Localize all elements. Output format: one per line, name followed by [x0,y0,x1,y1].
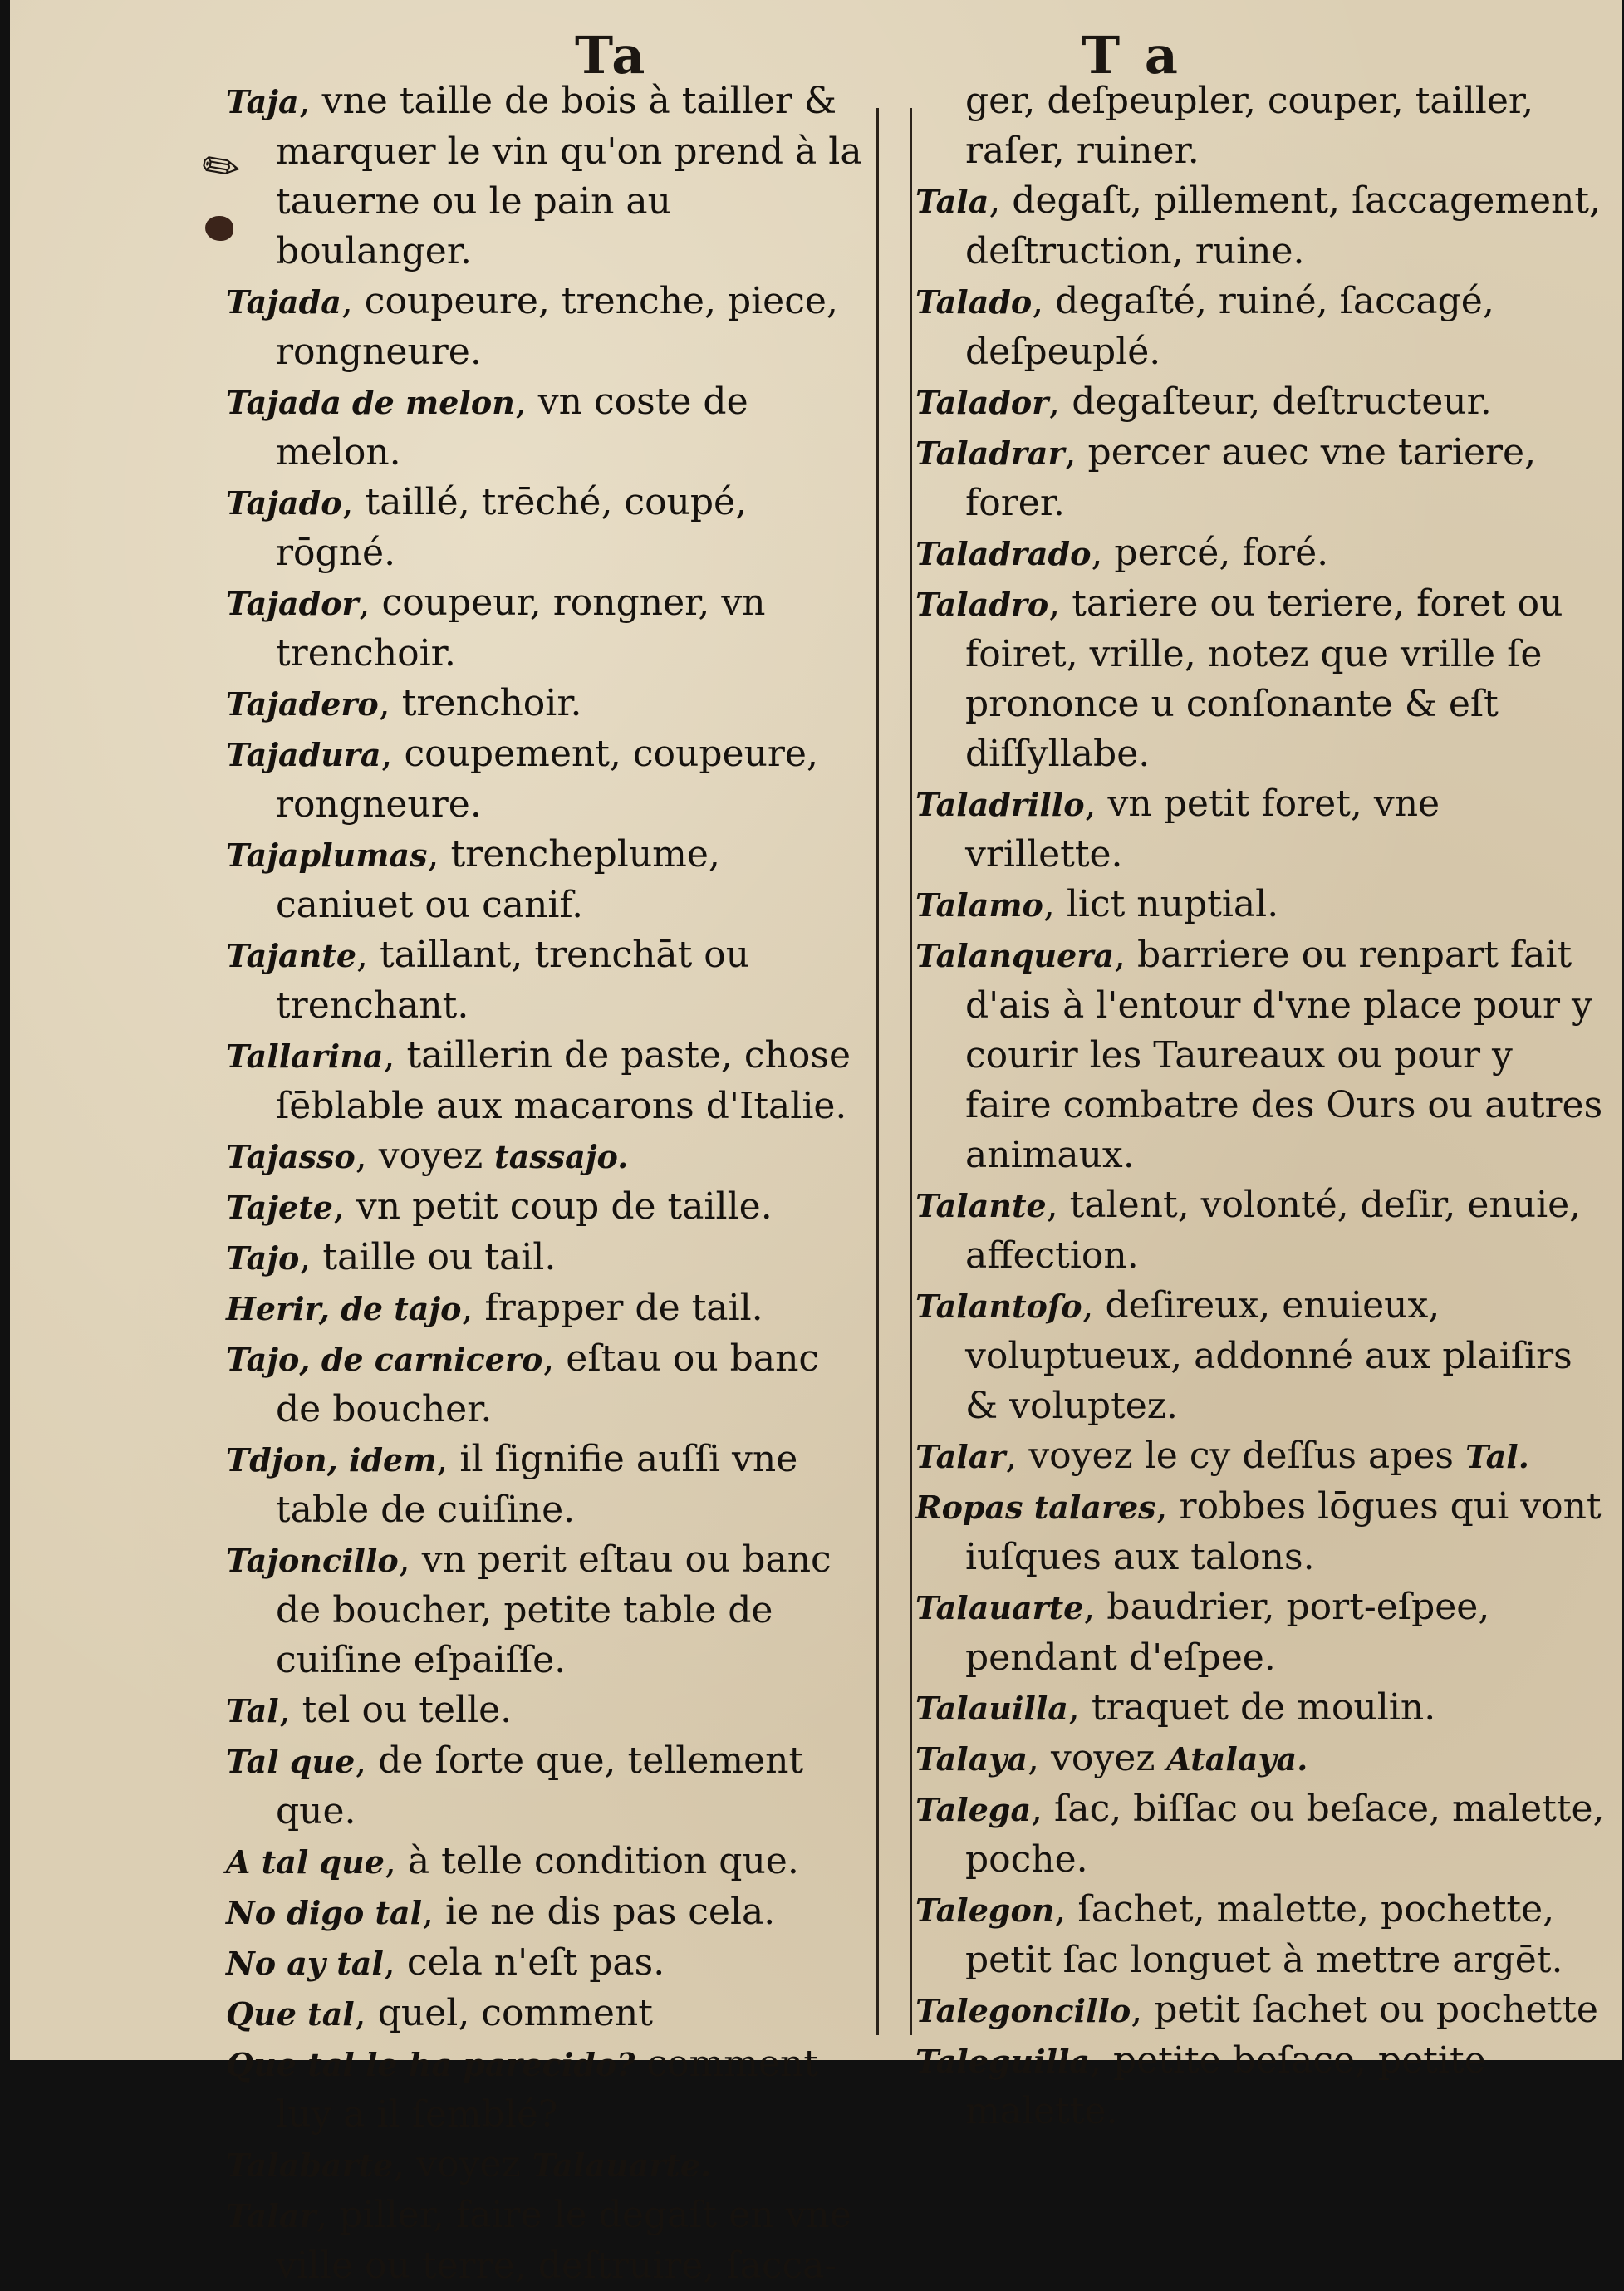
dictionary-entry [915,277,1605,377]
entry-definition: ger, deſpeupler, couper, tailler, raſer, ruiner. [965,80,1534,172]
dictionary-entry [915,1431,1605,1482]
entry-definition: , voyez [355,1135,495,1177]
entry-definition: , vn petit coup de taille. [332,1185,773,1228]
dictionary-entry [226,2190,866,2291]
entry-definition: , taillé, trēché, coupé, rōgné. [276,481,748,574]
entry-headword: Tala [915,183,989,220]
entry-headword: Talabarte [226,2146,394,2184]
entry-headword: Ropas talares [915,1489,1156,1526]
entry-definition: , traquet de moulin. [1067,1686,1436,1729]
entry-headword: Tajador [226,585,359,622]
entry-definition: , vn perit eſtau ou banc de boucher, petite table de cuiſine eſpaiſſe. [276,1538,832,1681]
dictionary-entry [226,1435,866,1535]
entry-definition: , vn coste de melon. [276,380,748,473]
entry-headword: Taladrar [915,434,1065,472]
entry-headword: Tajadura [226,736,381,773]
dictionary-entry [226,1131,866,1182]
entry-headword: Tajado [226,484,342,522]
entry-definition: , deſireux, enuieux, voluptueux, addonné aux plaiſirs & voluptez. [965,1284,1572,1427]
entry-headword: Talegoncillo [915,1992,1131,2029]
entry-headword: Tal [226,1692,279,1729]
dictionary-entry [915,2036,1605,2136]
entry-definition: , voyez [1028,1737,1167,1779]
entry-headword: Talante [915,1187,1047,1224]
entry-headword: Tajante [226,937,356,974]
entry-definition: , lict nuptial. [1043,883,1279,925]
entry-headword: Tajo, de carnicero [226,1341,543,1378]
entry-definition: , tel ou telle. [278,1689,513,1731]
dictionary-entry [915,76,1605,176]
dictionary-entry [915,1985,1605,2036]
entry-definition: , taillant, trenchāt ou trenchant. [276,934,750,1027]
dictionary-entry [915,1582,1605,1683]
entry-headword: Talega [915,1791,1032,1828]
entry-definition: , trenchoir. [378,682,582,724]
entry-definition: , talent, volonté, deſir, enuie, affection. [965,1184,1582,1277]
dictionary-entry [226,277,866,377]
entry-headword: Talauarte [915,1589,1084,1626]
entry-definition: , baudrier, port-eſpee, pendant d'eſpee. [965,1586,1490,1679]
entry-headword: Que tal [226,1995,355,2033]
entry-definition: , frapper de tail. [461,1287,763,1329]
dictionary-entry [226,1837,866,1887]
dictionary-entry [226,1938,866,1989]
dictionary-entry [915,176,1605,277]
entry-headword: Tajadero [226,685,379,723]
entry-definition: , trencheplume, caniuet ou canif. [276,833,720,926]
entry-headword: Tdjon, idem [226,1441,437,1479]
entry-headword: Talamo [915,886,1043,924]
entry-definition: , petite beſace, petite malette. [965,2039,1486,2132]
entry-cross-reference: Atalaya. [1166,1740,1308,1778]
dictionary-entry [915,377,1605,428]
entry-headword: Taladro [915,586,1049,623]
entry-definition: , degaſté, ruiné, ſaccagé, deſpeuplé. [965,280,1494,373]
entry-definition: , vne taille de bois à tailler & marquer le vin qu'on prend à la tauerne ou le pain au boulanger. [276,80,862,272]
entry-headword: Talauilla [915,1690,1068,1727]
dictionary-entry [226,1736,866,1837]
entry-definition: , degaſteur, deſtructeur. [1048,380,1492,423]
entry-headword: Tallarina [226,1038,384,1075]
entry-definition: , vn petit foret, vne vrillette. [965,782,1440,876]
entry-definition: , à telle condition que. [384,1840,799,1882]
running-head-left: Ta [575,25,649,86]
column-rule-left [876,108,879,2035]
entry-definition: , coupeure, trenche, piece, rongneure. [276,280,838,373]
entry-definition: , coupeur, rongner, vn trenchoir. [276,581,766,675]
dictionary-entry [226,1283,866,1334]
running-head-right: T a [1082,25,1181,86]
dictionary-entry [915,880,1605,930]
entry-headword: Talaya [915,1740,1028,1778]
entry-headword: Talado [915,283,1033,321]
dictionary-entry [226,478,866,578]
entry-headword: Talanquera [915,937,1114,974]
book-page [10,0,1622,2287]
entry-headword: Tajaplumas [226,836,428,874]
pin-icon: ✎ [191,135,253,200]
dictionary-entry [915,930,1605,1180]
entry-cross-reference: Tal. [1465,1438,1529,1475]
column-rule-right [910,108,912,2035]
entry-headword: Talegon [915,1891,1055,1929]
entry-definition: , robbes lōgues qui vont iuſques aux talons. [965,1485,1602,1578]
entry-headword: No digo tal [226,1894,423,1931]
dictionary-entry [226,729,866,830]
dictionary-entry [226,930,866,1031]
entry-headword: Talar [226,2197,316,2235]
entry-definition: , ſac, biſſac ou beſace, malette, poche. [965,1788,1605,1881]
entry-headword: Tajo [226,1239,300,1277]
dictionary-entry [915,1784,1605,1885]
dictionary-entry [226,830,866,930]
entry-definition: , taille ou tail. [299,1236,557,1278]
entry-headword: No ay tal [226,1945,384,1982]
entry-definition: , tariere ou teriere, foret ou foiret, vrille, notez que vrille ſe prononce u conſonante & eſt diſſyllabe. [965,582,1563,775]
entry-headword: Taja [226,83,299,120]
dictionary-entry [915,1885,1605,1985]
dictionary-entry [226,2039,866,2140]
dictionary-entry [226,76,866,277]
entry-definition: , barriere ou renpart fait d'ais à l'entour d'vne place pour y courir les Taureaux ou pour y faire combatre des Ours ou autres animaux. [965,934,1603,1176]
left-column [226,76,866,2291]
dictionary-entry [226,1031,866,1131]
entry-definition: , voyez [393,2143,532,2186]
entry-headword: A tal que [226,1843,385,1881]
dictionary-entry [226,1182,866,1233]
entry-headword: Talar [915,1438,1006,1475]
dictionary-entry [226,1233,866,1283]
entry-definition: , ſachet, malette, pochette, petit ſac longuet à mettre argēt. [965,1888,1563,1981]
entry-headword: Taladrillo [915,786,1085,823]
dictionary-entry [226,578,866,679]
entry-definition: , coupement, coupeure, rongneure. [276,733,818,826]
dictionary-entry [915,779,1605,880]
entry-definition: comment luy a il ſemblé? [276,2043,819,2136]
entry-headword: Taleguilla [915,2043,1091,2080]
entry-headword: Tajasso [226,1138,356,1175]
entry-headword: Que tal le ha parecido? [226,2046,635,2083]
dictionary-entry [915,1281,1605,1431]
entry-headword: Tajada de melon [226,384,515,421]
dictionary-entry [226,679,866,729]
dictionary-entry [915,1180,1605,1281]
entry-definition: , degaſt, pillement, ſaccagement, deſtruction, ruine. [965,179,1602,272]
entry-headword: Tal que [226,1743,356,1780]
entry-definition: , taillerin de paste, chose ſēblable aux macarons d'Italie. [276,1034,851,1127]
dictionary-entry [226,1989,866,2039]
dictionary-entry [915,528,1605,579]
entry-definition: , percé, foré. [1091,532,1329,574]
entry-headword: Talantoſo [915,1288,1082,1325]
entry-definition: , de ſorte que, tellement que. [276,1739,804,1832]
entry-cross-reference: Talauarte. [532,2146,712,2184]
dictionary-entry [226,1685,866,1736]
dictionary-entry [915,1482,1605,1582]
entry-definition: , il ſignifie auſſi vne table de cuiſine. [276,1438,798,1531]
entry-headword: Tajete [226,1189,333,1226]
entry-headword: Tajoncillo [226,1542,399,1579]
dictionary-entry [226,377,866,478]
entry-definition: , ie ne dis pas cela. [422,1891,776,1933]
right-column [915,76,1605,2136]
entry-definition: , piller, faire le degaſt en vne ville ou terre, deſtruire, ſacca- [276,2194,851,2287]
entry-headword: Tajada [226,283,341,321]
dictionary-entry [915,1734,1605,1784]
entry-cross-reference: tassajo. [494,1138,629,1175]
entry-definition: , cela n'eſt pas. [383,1941,665,1984]
dictionary-entry [226,1887,866,1938]
dictionary-entry [915,428,1605,528]
entry-headword: Talador [915,384,1049,421]
entry-definition: , voyez le cy deſſus apes [1005,1435,1465,1477]
dictionary-entry [226,1334,866,1435]
entry-definition: , eſtau ou banc de boucher. [276,1337,820,1430]
dictionary-entry [226,2140,866,2190]
entry-headword: Taladrado [915,535,1092,572]
dictionary-entry [915,1683,1605,1734]
entry-headword: Herir, de tajo [226,1290,462,1327]
entry-definition: , percer auec vne tariere, forer. [965,431,1537,524]
dictionary-entry [226,1535,866,1685]
entry-definition: , petit ſachet ou pochette [1131,1989,1598,2031]
entry-definition: , quel, comment [354,1992,653,2034]
dictionary-entry [915,579,1605,779]
